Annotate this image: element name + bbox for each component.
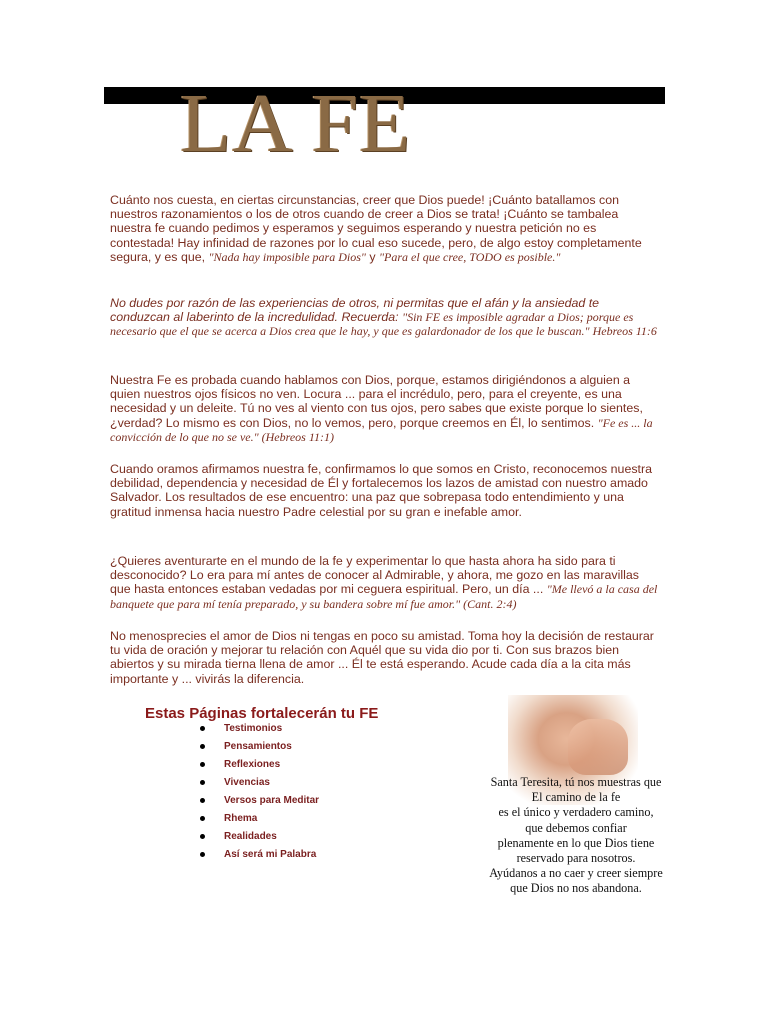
paragraph-5-quote: "Me llevó a la casa del banquete que para mí tenía preparado, y su bandera sobre mí fue amor." (Cant. 2:4)	[110, 582, 658, 611]
paragraph-3-quote: "Fe es ... la convicción de lo que no se ve." (Hebreos 11:1)	[110, 415, 653, 444]
bullet-icon	[200, 780, 205, 785]
link-label[interactable]: Pensamientos	[224, 741, 292, 752]
link-versos-para-meditar[interactable]	[200, 792, 319, 810]
paragraph-3	[110, 373, 658, 444]
paragraph-6-text: No menosprecies el amor de Dios ni tengas en poco su amistad. Toma hoy la decisión de restaurar tu vida de oración y mejorar tu relación con Aquél que su vida dio por ti. Con sus brazos bien abiertos y su mirada tierna llena de amor ... Él te está esperando. Acude cada día a la cita más importante y ... vivirás la diferencia.	[110, 629, 654, 686]
image-caption: Santa Teresita, tú nos muestras que El camino de la fe es el único y verdadero camino, que debemos confiar plenamente en lo que Dios tiene reservado para nosotros. Ayúdanos a no caer y creer siempre que Dios no nos abandona.	[489, 775, 663, 896]
link-reflexiones[interactable]	[200, 756, 319, 774]
link-rhema[interactable]	[200, 810, 319, 828]
link-pensamientos[interactable]	[200, 738, 319, 756]
links-section-title: Estas Páginas fortalecerán tu FE	[145, 705, 379, 722]
paragraph-4-text: Cuando oramos afirmamos nuestra fe, confirmamos lo que somos en Cristo, reconocemos nuestra debilidad, dependencia y necesidad de Él y fortalecemos los lazos de amistad con nuestro amado Salvador. Los resultados de ese encuentro: una paz que sobrepasa todo entendimiento y una gratitud inmensa hacia nuestro Padre celestial por su gran e inefable amor.	[110, 462, 652, 519]
paragraph-2	[110, 296, 658, 339]
paragraph-1	[110, 193, 658, 264]
paragraph-1-quote-2: "Para el que cree, TODO es posible."	[379, 249, 561, 264]
paragraph-5	[110, 554, 658, 611]
paragraph-6	[110, 629, 658, 686]
bullet-icon	[200, 816, 205, 821]
paragraph-3-text: Nuestra Fe es probada cuando hablamos con Dios, porque, estamos dirigiéndonos a alguien a quien nuestros ojos físicos no ven. Locura ... para el incrédulo, pero, para el creyente, es una necesidad y un deleite. Tú no ves al viento con tus ojos, pero sabes que existe porque lo sientes, ¿verdad? Lo mismo es con Dios, no lo vemos, pero, porque creemos en Él, lo sentimos.	[110, 373, 643, 430]
link-label[interactable]: Realidades	[224, 831, 277, 842]
bullet-icon	[200, 834, 205, 839]
links-list	[200, 720, 319, 864]
page-title: LA FE	[180, 77, 412, 170]
paragraph-4	[110, 462, 658, 519]
bullet-icon	[200, 744, 205, 749]
praying-hands-icon	[568, 719, 628, 775]
paragraph-5-text: ¿Quieres aventurarte en el mundo de la fe y experimentar lo que hasta ahora ha sido para ti desconocido? Lo era para mí antes de conocer al Admirable, y ahora, me gozo en las maravillas que hasta entonces estaban vedadas por mi ceguera espiritual. Pero, un día ...	[110, 554, 639, 597]
paragraph-2-text: No dudes por razón de las experiencias de otros, ni permitas que el afán y la ansiedad te conduzcan al laberinto de la incredulidad. Recuerda:	[110, 296, 600, 325]
link-label[interactable]: Vivencias	[224, 777, 270, 788]
link-label[interactable]: Así será mi Palabra	[224, 849, 317, 860]
paragraph-1-text: Cuánto nos cuesta, en ciertas circunstancias, creer que Dios puede! ¡Cuánto batallamos con nuestros razonamientos o los de otros cuando de creer a Dios se trata! ¡Cuánto se tambalea nuestra fe cuando pedimos y esperamos y seguimos esperando y nuestra petición no es contestada! Hay infinidad de razones por lo cual eso sucede, pero, de algo estoy completamente segura, y es que,	[110, 193, 642, 264]
bullet-icon	[200, 762, 205, 767]
link-label[interactable]: Rhema	[224, 813, 258, 824]
prayer-image-block	[482, 695, 670, 896]
link-label[interactable]: Versos para Meditar	[224, 795, 320, 806]
link-label[interactable]: Reflexiones	[224, 759, 281, 770]
link-asi-sera-mi-palabra[interactable]	[200, 846, 319, 864]
link-testimonios[interactable]	[200, 720, 319, 738]
paragraph-2-quote: "Sin FE es imposible agradar a Dios; porque es necesario que el que se acerca a Dios crea que le hay, y que es galardonador de los que le buscan." Hebreos 11:6	[110, 310, 657, 339]
paragraph-1-quote-1: "Nada hay imposible para Dios"	[208, 249, 366, 264]
bullet-icon	[200, 726, 205, 731]
bullet-icon	[200, 798, 205, 803]
paragraph-1-mid: y	[365, 249, 380, 264]
bullet-icon	[200, 852, 205, 857]
link-label[interactable]: Testimonios	[224, 723, 283, 734]
link-vivencias[interactable]	[200, 774, 319, 792]
link-realidades[interactable]	[200, 828, 319, 846]
